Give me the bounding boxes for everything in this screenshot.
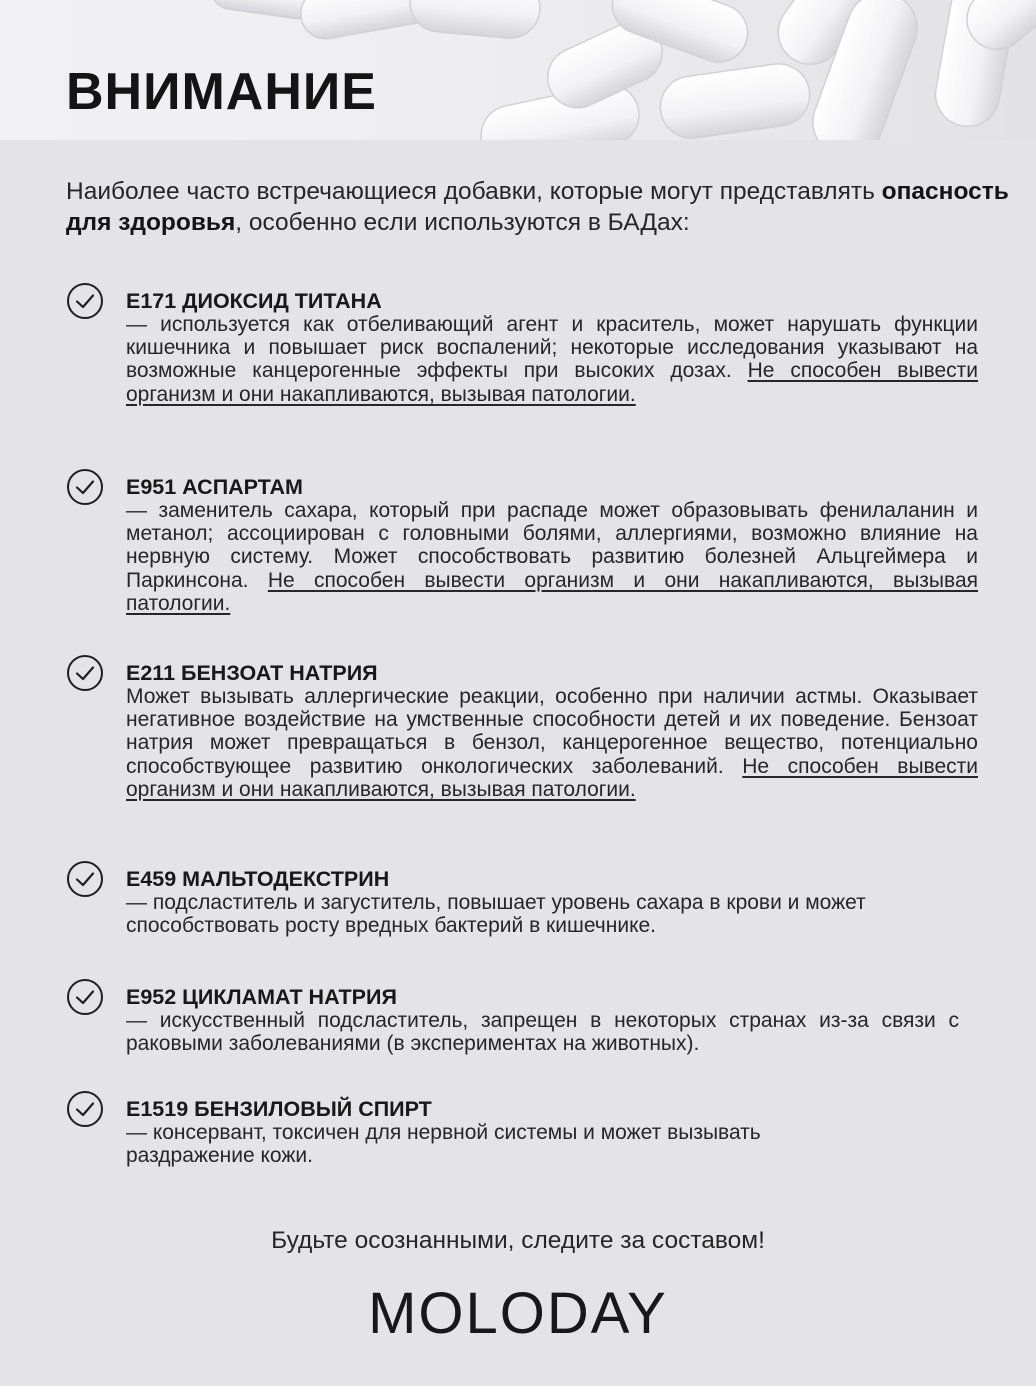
additive-item-e171 <box>66 282 978 406</box>
check-circle-icon <box>66 654 104 692</box>
additive-title: Е1519 БЕНЗИЛОВЫЙ СПИРТ <box>126 1097 432 1121</box>
footer-slogan: Будьте осознанными, следите за составом! <box>271 1227 765 1254</box>
additive-description <box>126 313 978 406</box>
content-area <box>0 140 1036 1386</box>
check-circle-icon <box>66 282 104 320</box>
additive-title: Е171 ДИОКСИД ТИТАНА <box>126 289 382 313</box>
additive-title: Е459 МАЛЬТОДЕКСТРИН <box>126 867 390 891</box>
header-banner <box>0 0 1036 140</box>
additive-text: — используется как отбеливающий агент и краситель, может нарушать функции кишечника и повышает риск воспалений; некоторые исследования указывают на возможные канцерогенные эффекты при высоких дозах. <box>126 313 978 383</box>
intro-emphasis: опасность для здоровья <box>66 178 1009 236</box>
additive-item-e951 <box>66 468 978 615</box>
check-circle-icon <box>66 860 104 898</box>
check-circle-icon <box>66 978 104 1016</box>
check-circle-icon <box>66 1090 104 1128</box>
additive-text: — подсластитель и загуститель, повышает уровень сахара в крови и может способствовать росту вредных бактерий в кишечнике. <box>126 891 866 938</box>
additive-description <box>126 1121 876 1167</box>
additive-item-e1519 <box>66 1090 876 1167</box>
additive-item-e211 <box>66 654 978 801</box>
additive-description <box>126 685 978 801</box>
additive-warning: Не способен вывести организм и они накапливаются, вызывая патологии. <box>126 568 978 615</box>
additive-title: Е211 БЕНЗОАТ НАТРИЯ <box>126 661 378 685</box>
brand-logo: MOLODAY <box>368 1281 668 1346</box>
intro-paragraph <box>66 176 1011 238</box>
additive-item-e952 <box>66 978 959 1055</box>
check-circle-icon <box>66 468 104 506</box>
additive-text: Может вызывать аллергические реакции, особенно при наличии астмы. Оказывает негативное воздействие на умственные способности детей и их поведение. Бензоат натрия может превращаться в бензол, канцерогенное вещество, потенциально способствующее развитию онкологических заболеваний. <box>126 685 978 778</box>
additive-warning: Не способен вывести организм и они накапливаются, вызывая патологии. <box>126 359 978 406</box>
additive-description <box>126 1009 959 1055</box>
additive-item-e459 <box>66 860 896 937</box>
intro-text-end: , особенно если используются в БАДах: <box>235 209 690 236</box>
additive-text: — консервант, токсичен для нервной системы и может вызывать раздражение кожи. <box>126 1121 761 1168</box>
additive-title: Е952 ЦИКЛАМАТ НАТРИЯ <box>126 985 397 1009</box>
additive-text: — заменитель сахара, который при распаде может образовывать фенилаланин и метанол; ассоциирован с головными болями, аллергиями, возможно влияние на нервную систему. Может способствовать развитию болезней Альцгеймера и Паркинсона. <box>126 499 978 592</box>
additive-description <box>126 891 896 937</box>
page-title: ВНИМАНИЕ <box>66 63 377 121</box>
additive-text: — искусственный подсластитель, запрещен в некоторых странах из-за связи с раковыми заболеваниями (в экспериментах на животных). <box>126 1009 959 1056</box>
additive-warning: Не способен вывести организм и они накапливаются, вызывая патологии. <box>126 754 978 801</box>
intro-text-start: Наиболее часто встречающиеся добавки, которые могут представлять <box>66 178 882 205</box>
additive-title: Е951 АСПАРТАМ <box>126 475 303 499</box>
additive-description <box>126 499 978 615</box>
